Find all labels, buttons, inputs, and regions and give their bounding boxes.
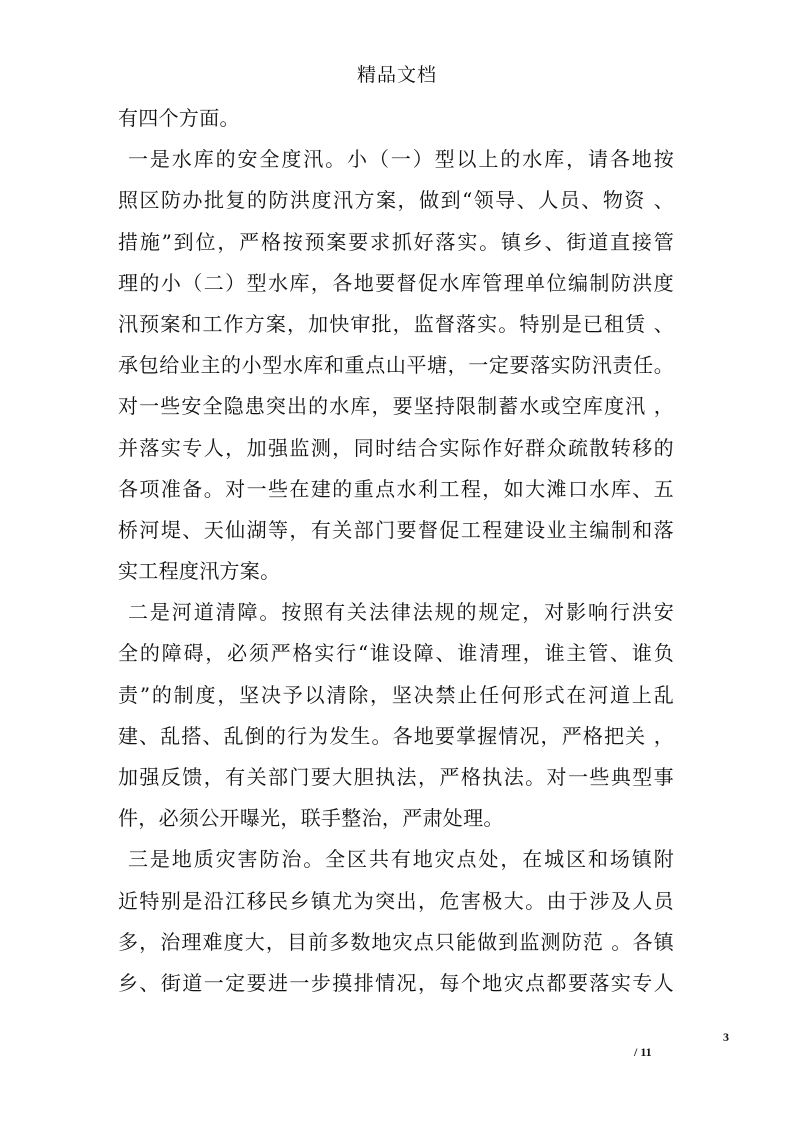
text-line: 件，必须公开曝光，联手整治，严肃处理。 xyxy=(118,806,504,831)
text-line: 并落实专人，加强监测，同时结合实际作好群众疏散转移的 xyxy=(118,435,674,460)
text-line: 理的小（二）型水库，各地要督促水库管理单位编制防洪度 xyxy=(118,270,674,295)
text-line: 三是地质灾害防治。全区共有地灾点处，在城区和场镇附 xyxy=(128,847,674,872)
text-line: 建、乱搭、乱倒的行为发生。各地要掌握情况，严格把关 ， xyxy=(118,723,674,748)
text-line: 乡、街道一定要进一步摸排情况，每个地灾点都要落实专人 xyxy=(118,970,674,995)
text-line: 照区防办批复的防洪度汛方案，做到“领导、人员、物资 、 xyxy=(118,188,674,213)
text-line: 实工程度汛方案。 xyxy=(118,559,281,584)
text-line: 对一些安全隐患突出的水库，要坚持限制蓄水或空库度汛 ， xyxy=(118,394,674,419)
text-line: 承包给业主的小型水库和重点山平塘，一定要落实防汛责任。 xyxy=(118,353,674,378)
page-number: 3 xyxy=(723,1030,729,1044)
page-header: 精品文档 xyxy=(356,64,437,86)
text-line: 各项准备。对一些在建的重点水利工程，如大滩口水库、五 xyxy=(118,476,674,501)
text-line: 责”的制度，坚决予以清除，坚决禁止任何形式在河道上乱 xyxy=(118,682,674,707)
text-line: 全的障碍，必须严格实行“谁设障、谁清理，谁主管、谁负 xyxy=(118,641,674,666)
text-line: 汛预案和工作方案，加快审批，监督落实。特别是已租赁 、 xyxy=(118,311,674,336)
text-line: 多，治理难度大，目前多数地灾点只能做到监测防范 。各镇 xyxy=(118,929,674,954)
document-body xyxy=(118,98,674,1004)
text-line: 有四个方面。 xyxy=(118,106,240,130)
text-line: 加强反馈，有关部门要大胆执法，严格执法。对一些典型事 xyxy=(118,765,674,789)
text-line: 措施”到位，严格按预案要求抓好落实。镇乡、街道直接管 xyxy=(118,229,674,254)
text-line: 二是河道清障。按照有关法律法规的规定，对影响行洪安 xyxy=(128,600,674,625)
text-line: 一是水库的安全度汛。小（一）型以上的水库，请各地按 xyxy=(128,147,674,172)
text-line: 近特别是沿江移民乡镇尤为突出，危害极大。由于涉及人员 xyxy=(118,888,674,913)
text-line: 桥河堤、天仙湖等，有关部门要督促工程建设业主编制和落 xyxy=(118,517,674,542)
page-total: / 11 xyxy=(634,1045,652,1059)
